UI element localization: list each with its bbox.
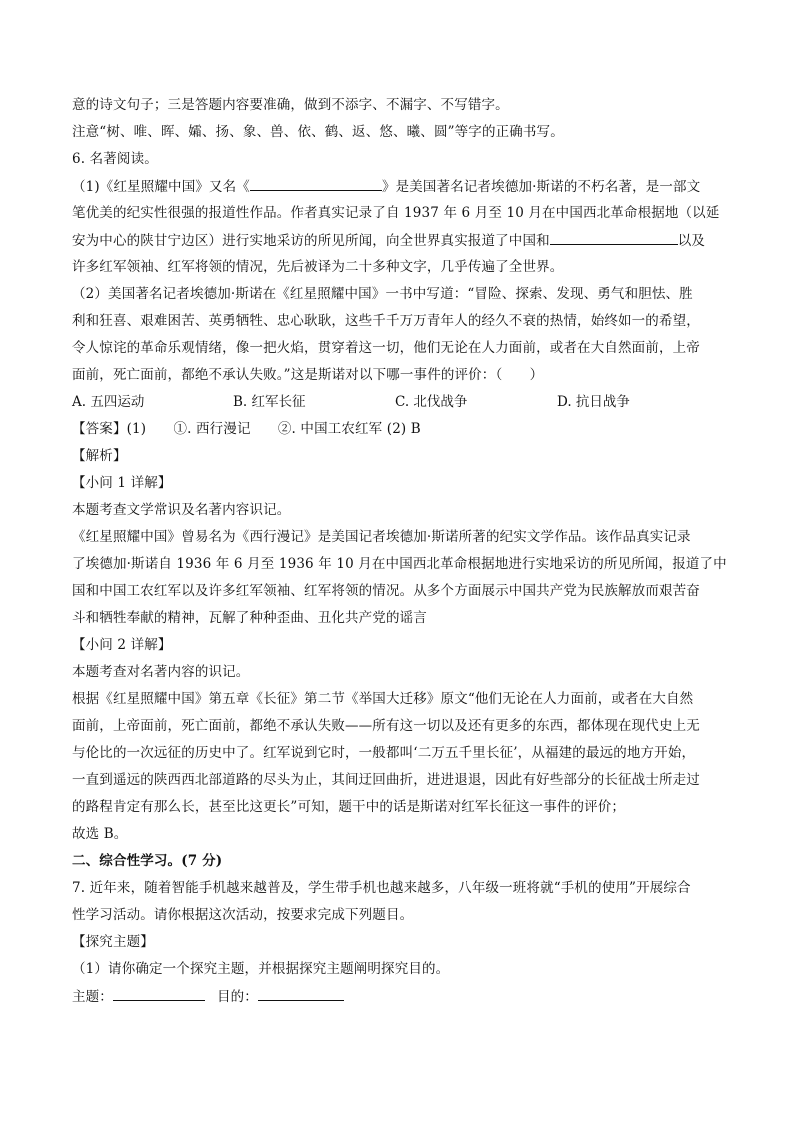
purpose-label: 目的： — [216, 989, 258, 1005]
topic-heading: 【探究主题】 — [72, 934, 154, 950]
answer-blank — [250, 177, 382, 191]
option-a: A. 五四运动 — [72, 394, 145, 410]
text-line: 注意“树、唯、晖、孀、扬、象、兽、依、鹤、返、悠、曦、圆”等字的正确书写。 — [72, 124, 564, 140]
text-line: 本题考查文学常识及名著内容识记。 — [72, 502, 291, 518]
text-line: 7. 近年来，随着智能手机越来越普及，学生带手机也越来越多，八年级一班将就“手机的使用”开展综合 — [72, 880, 691, 896]
text-fragment: （1)《红星照耀中国》又名《 — [72, 179, 250, 195]
text-line: （1）请你确定一个探究主题，并根据探究主题阐明探究目的。 — [72, 961, 450, 977]
sub-question-heading: 【小问 2 详解】 — [72, 637, 172, 653]
text-line: 意的诗文句子；三是答题内容要准确，做到不添字、不漏字、不写错字。 — [72, 97, 509, 113]
text-fragment: 》是美国著名记者埃德加·斯诺的不朽名著，是一部文 — [381, 179, 701, 195]
option-b: B. 红军长征 — [233, 394, 306, 410]
text-line: 的路程肯定有那么长，甚至比这更长”可知，题干中的话是斯诺对红军长征这一事件的评价； — [72, 799, 626, 815]
text-line: 斗和牺牲奉献的精神，瓦解了种种歪曲、丑化共产党的谣言 — [72, 610, 427, 626]
fill-in-line — [72, 987, 344, 1006]
text-line-with-blank — [72, 177, 700, 196]
option-d: D. 抗日战争 — [557, 394, 630, 410]
answer-blank — [550, 231, 678, 245]
analysis-heading: 【解析】 — [72, 448, 127, 464]
text-line: 故选 B。 — [72, 826, 128, 842]
text-line: 了埃德加·斯诺自 1936 年 6 月至 1936 年 10 月在中国西北革命根据地进行实地采访的所见所闻，报道了中 — [72, 556, 727, 572]
text-line: 面前，死亡面前，都绝不承认失败。”这是斯诺对以下哪一事件的评价：（ ） — [72, 367, 544, 383]
text-fragment: 安为中心的陕甘宁边区）进行实地采访的所见所闻，向全世界真实报道了中国和 — [72, 233, 550, 249]
text-line: 利和狂喜、艰难困苦、英勇牺牲、忠心耿耿，这些千千万万青年人的经久不衰的热情，始终如一的希望， — [72, 313, 700, 329]
text-line: 一直到遥远的陕西西北部道路的尽头为止，其间迂回曲折，进进退退，因此有好些部分的长征战士所走过 — [72, 772, 700, 788]
text-fragment: 以及 — [677, 233, 706, 249]
text-line: 笔优美的纪实性很强的报道性作品。作者真实记录了自 1937 年 6 月至 10 月在中国西北革命根据地（以延 — [72, 205, 720, 221]
text-line: 国和中国工农红军以及许多红军领袖、红军将领的情况。从多个方面展示中国共产党为民族解放而艰苦奋 — [72, 583, 700, 599]
text-line: 根据《红星照耀中国》第五章《长征》第二节《举国大迁移》原文“他们无论在人力面前，或者在大自然 — [72, 691, 694, 707]
topic-label: 主题： — [72, 989, 113, 1005]
topic-blank — [113, 987, 205, 1001]
text-line: 与伦比的一次远征的历史中了。红军说到它时，一般都叫‘二万五千里长征’，从福建的最远的地方开始， — [72, 745, 696, 761]
text-line-with-blank — [72, 231, 705, 250]
answer-line: 【答案】(1) ①. 西行漫记 ②. 中国工农红军 (2) B — [72, 421, 421, 437]
question-heading: 6. 名著阅读。 — [72, 151, 158, 167]
option-c: C. 北伐战争 — [395, 394, 468, 410]
text-line: （2）美国著名记者埃德加·斯诺在《红星照耀中国》一书中写道：“冒险、探索、发现、勇气和胆怯、胜 — [72, 286, 693, 302]
section-heading: 二、综合性学习。(7 分) — [72, 853, 223, 869]
text-line: 许多红军领袖、红军将领的情况，先后被译为二十多种文字，几乎传遍了全世界。 — [72, 259, 564, 275]
text-line: 《红星照耀中国》曾易名为《西行漫记》是美国记者埃德加·斯诺所著的纪实文学作品。该作品真实记录 — [72, 529, 691, 545]
text-line: 性学习活动。请你根据这次活动，按要求完成下列题目。 — [72, 907, 414, 923]
sub-question-heading: 【小问 1 详解】 — [72, 475, 172, 491]
text-line: 本题考查对名著内容的识记。 — [72, 664, 250, 680]
text-line: 面前，上帝面前，死亡面前，都绝不承认失败——所有这一切以及还有更多的东西，都体现在现代史上无 — [72, 718, 700, 734]
purpose-blank — [258, 987, 344, 1001]
text-line: 令人惊诧的革命乐观情绪，像一把火焰，贯穿着这一切，他们无论在人力面前，或者在大自然面前，上帝 — [72, 340, 700, 356]
